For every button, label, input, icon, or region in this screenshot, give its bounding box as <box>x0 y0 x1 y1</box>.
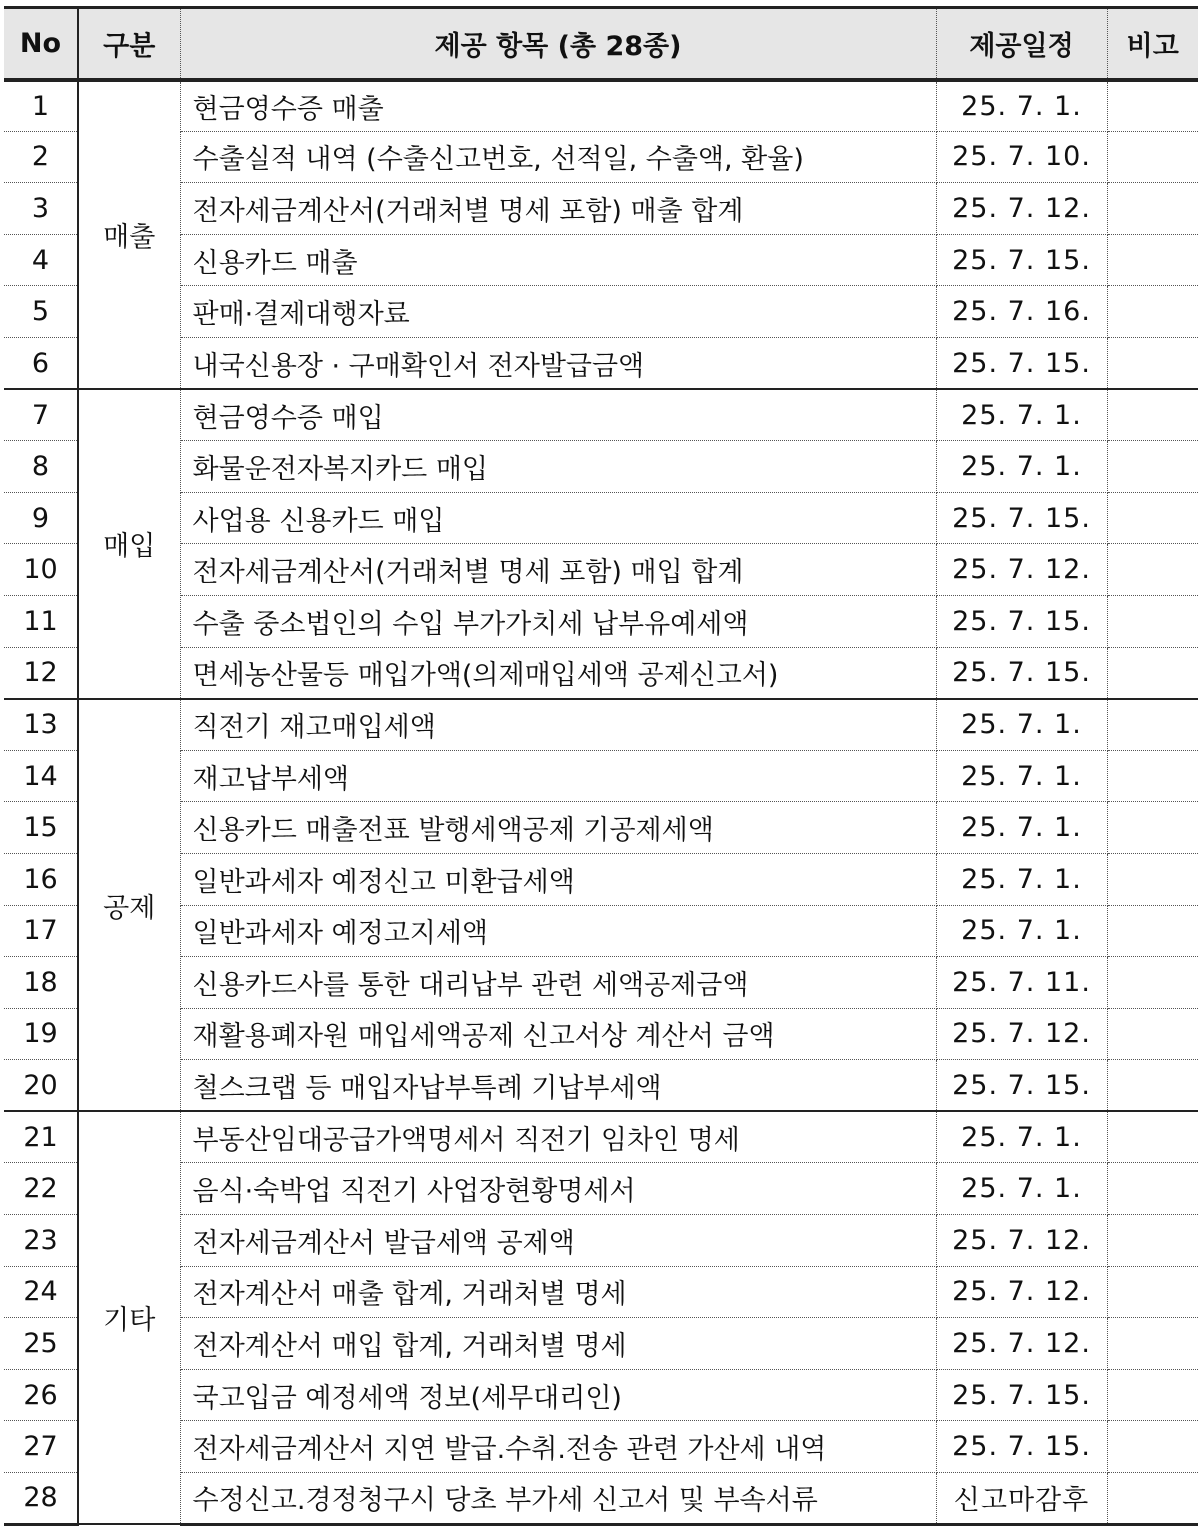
table-row <box>4 80 1198 132</box>
table-row <box>4 1369 1198 1421</box>
date-cell: 25. 7. 1. <box>936 905 1107 957</box>
note-cell <box>1107 286 1198 338</box>
date-cell: 25. 7. 12. <box>936 1318 1107 1370</box>
table-row <box>4 853 1198 905</box>
item-cell: 수정신고.경정청구시 당초 부가세 신고서 및 부속서류 <box>180 1473 936 1525</box>
item-cell: 신용카드 매출 <box>180 234 936 286</box>
date-cell: 25. 7. 15. <box>936 647 1107 699</box>
note-cell <box>1107 1215 1198 1267</box>
row-number: 9 <box>4 492 78 544</box>
row-number: 7 <box>4 389 78 441</box>
note-cell <box>1107 1060 1198 1112</box>
row-number: 16 <box>4 853 78 905</box>
row-number: 25 <box>4 1318 78 1370</box>
date-cell: 25. 7. 12. <box>936 183 1107 235</box>
date-cell: 신고마감후 <box>936 1473 1107 1525</box>
note-cell <box>1107 544 1198 596</box>
table-row <box>4 750 1198 802</box>
item-cell: 신용카드 매출전표 발행세액공제 기공제세액 <box>180 802 936 854</box>
header-note: 비고 <box>1107 8 1198 80</box>
note-cell <box>1107 595 1198 647</box>
row-number: 1 <box>4 80 78 132</box>
row-number: 23 <box>4 1215 78 1267</box>
date-cell: 25. 7. 15. <box>936 492 1107 544</box>
table-row <box>4 802 1198 854</box>
note-cell <box>1107 441 1198 493</box>
date-cell: 25. 7. 1. <box>936 441 1107 493</box>
item-cell: 전자세금계산서(거래처별 명세 포함) 매입 합계 <box>180 544 936 596</box>
note-cell <box>1107 337 1198 389</box>
item-cell: 음식·숙박업 직전기 사업장현황명세서 <box>180 1163 936 1215</box>
date-cell: 25. 7. 15. <box>936 1060 1107 1112</box>
row-number: 3 <box>4 183 78 235</box>
item-cell: 판매·결제대행자료 <box>180 286 936 338</box>
note-cell <box>1107 647 1198 699</box>
table-row <box>4 595 1198 647</box>
date-cell: 25. 7. 12. <box>936 544 1107 596</box>
item-cell: 현금영수증 매출 <box>180 80 936 132</box>
table-row <box>4 131 1198 183</box>
table-header <box>4 8 1198 80</box>
date-cell: 25. 7. 1. <box>936 750 1107 802</box>
note-cell <box>1107 905 1198 957</box>
row-number: 12 <box>4 647 78 699</box>
row-number: 22 <box>4 1163 78 1215</box>
table-row <box>4 544 1198 596</box>
header-date: 제공일정 <box>936 8 1107 80</box>
note-cell <box>1107 131 1198 183</box>
item-cell: 일반과세자 예정고지세액 <box>180 905 936 957</box>
table-row <box>4 286 1198 338</box>
provision-schedule-table <box>4 6 1198 1526</box>
item-cell: 신용카드사를 통한 대리납부 관련 세액공제금액 <box>180 957 936 1009</box>
date-cell: 25. 7. 1. <box>936 389 1107 441</box>
date-cell: 25. 7. 1. <box>936 1163 1107 1215</box>
note-cell <box>1107 492 1198 544</box>
date-cell: 25. 7. 1. <box>936 802 1107 854</box>
date-cell: 25. 7. 12. <box>936 1215 1107 1267</box>
table-row <box>4 1473 1198 1525</box>
category-cell: 매입 <box>78 389 180 699</box>
header-no: No <box>4 8 78 80</box>
item-cell: 철스크랩 등 매입자납부특례 기납부세액 <box>180 1060 936 1112</box>
date-cell: 25. 7. 15. <box>936 595 1107 647</box>
date-cell: 25. 7. 15. <box>936 1369 1107 1421</box>
row-number: 28 <box>4 1473 78 1525</box>
note-cell <box>1107 1111 1198 1163</box>
date-cell: 25. 7. 1. <box>936 80 1107 132</box>
date-cell: 25. 7. 12. <box>936 1008 1107 1060</box>
item-cell: 전자계산서 매출 합계, 거래처별 명세 <box>180 1266 936 1318</box>
row-number: 2 <box>4 131 78 183</box>
row-number: 14 <box>4 750 78 802</box>
item-cell: 재고납부세액 <box>180 750 936 802</box>
note-cell <box>1107 1318 1198 1370</box>
date-cell: 25. 7. 11. <box>936 957 1107 1009</box>
note-cell <box>1107 1369 1198 1421</box>
row-number: 15 <box>4 802 78 854</box>
date-cell: 25. 7. 1. <box>936 853 1107 905</box>
date-cell: 25. 7. 15. <box>936 1421 1107 1473</box>
item-cell: 수출 중소법인의 수입 부가가치세 납부유예세액 <box>180 595 936 647</box>
row-number: 17 <box>4 905 78 957</box>
item-cell: 면세농산물등 매입가액(의제매입세액 공제신고서) <box>180 647 936 699</box>
date-cell: 25. 7. 15. <box>936 337 1107 389</box>
category-cell: 매출 <box>78 80 180 390</box>
table-row <box>4 1060 1198 1112</box>
table-row <box>4 699 1198 751</box>
row-number: 24 <box>4 1266 78 1318</box>
note-cell <box>1107 1473 1198 1525</box>
item-cell: 일반과세자 예정신고 미환급세액 <box>180 853 936 905</box>
table-row <box>4 1421 1198 1473</box>
item-cell: 전자세금계산서 발급세액 공제액 <box>180 1215 936 1267</box>
note-cell <box>1107 1008 1198 1060</box>
date-cell: 25. 7. 16. <box>936 286 1107 338</box>
item-cell: 내국신용장 · 구매확인서 전자발급금액 <box>180 337 936 389</box>
date-cell: 25. 7. 10. <box>936 131 1107 183</box>
table-row <box>4 905 1198 957</box>
table-row <box>4 441 1198 493</box>
item-cell: 수출실적 내역 (수출신고번호, 선적일, 수출액, 환율) <box>180 131 936 183</box>
date-cell: 25. 7. 1. <box>936 1111 1107 1163</box>
item-cell: 화물운전자복지카드 매입 <box>180 441 936 493</box>
note-cell <box>1107 1421 1198 1473</box>
row-number: 4 <box>4 234 78 286</box>
category-cell: 공제 <box>78 699 180 1112</box>
date-cell: 25. 7. 12. <box>936 1266 1107 1318</box>
note-cell <box>1107 234 1198 286</box>
table-body <box>4 80 1198 1525</box>
table-row <box>4 234 1198 286</box>
table-row <box>4 1215 1198 1267</box>
header-row <box>4 8 1198 80</box>
row-number: 13 <box>4 699 78 751</box>
note-cell <box>1107 1266 1198 1318</box>
category-cell: 기타 <box>78 1111 180 1524</box>
note-cell <box>1107 699 1198 751</box>
row-number: 27 <box>4 1421 78 1473</box>
table-row <box>4 492 1198 544</box>
row-number: 6 <box>4 337 78 389</box>
table-row <box>4 183 1198 235</box>
item-cell: 전자세금계산서(거래처별 명세 포함) 매출 합계 <box>180 183 936 235</box>
table-row <box>4 1163 1198 1215</box>
note-cell <box>1107 957 1198 1009</box>
table-row <box>4 1008 1198 1060</box>
item-cell: 재활용폐자원 매입세액공제 신고서상 계산서 금액 <box>180 1008 936 1060</box>
item-cell: 전자세금계산서 지연 발급.수취.전송 관련 가산세 내역 <box>180 1421 936 1473</box>
row-number: 26 <box>4 1369 78 1421</box>
item-cell: 현금영수증 매입 <box>180 389 936 441</box>
row-number: 11 <box>4 595 78 647</box>
row-number: 20 <box>4 1060 78 1112</box>
table-row <box>4 1266 1198 1318</box>
table-row <box>4 957 1198 1009</box>
item-cell: 직전기 재고매입세액 <box>180 699 936 751</box>
note-cell <box>1107 750 1198 802</box>
item-cell: 부동산임대공급가액명세서 직전기 임차인 명세 <box>180 1111 936 1163</box>
note-cell <box>1107 1163 1198 1215</box>
note-cell <box>1107 183 1198 235</box>
row-number: 21 <box>4 1111 78 1163</box>
table-row <box>4 1318 1198 1370</box>
note-cell <box>1107 802 1198 854</box>
row-number: 18 <box>4 957 78 1009</box>
date-cell: 25. 7. 15. <box>936 234 1107 286</box>
item-cell: 국고입금 예정세액 정보(세무대리인) <box>180 1369 936 1421</box>
table-row <box>4 337 1198 389</box>
item-cell: 전자계산서 매입 합계, 거래처별 명세 <box>180 1318 936 1370</box>
table-row <box>4 647 1198 699</box>
row-number: 5 <box>4 286 78 338</box>
note-cell <box>1107 389 1198 441</box>
note-cell <box>1107 853 1198 905</box>
header-category: 구분 <box>78 8 180 80</box>
row-number: 8 <box>4 441 78 493</box>
table-row <box>4 1111 1198 1163</box>
row-number: 10 <box>4 544 78 596</box>
date-cell: 25. 7. 1. <box>936 699 1107 751</box>
header-item: 제공 항목 (총 28종) <box>180 8 936 80</box>
row-number: 19 <box>4 1008 78 1060</box>
note-cell <box>1107 80 1198 132</box>
item-cell: 사업용 신용카드 매입 <box>180 492 936 544</box>
table-row <box>4 389 1198 441</box>
